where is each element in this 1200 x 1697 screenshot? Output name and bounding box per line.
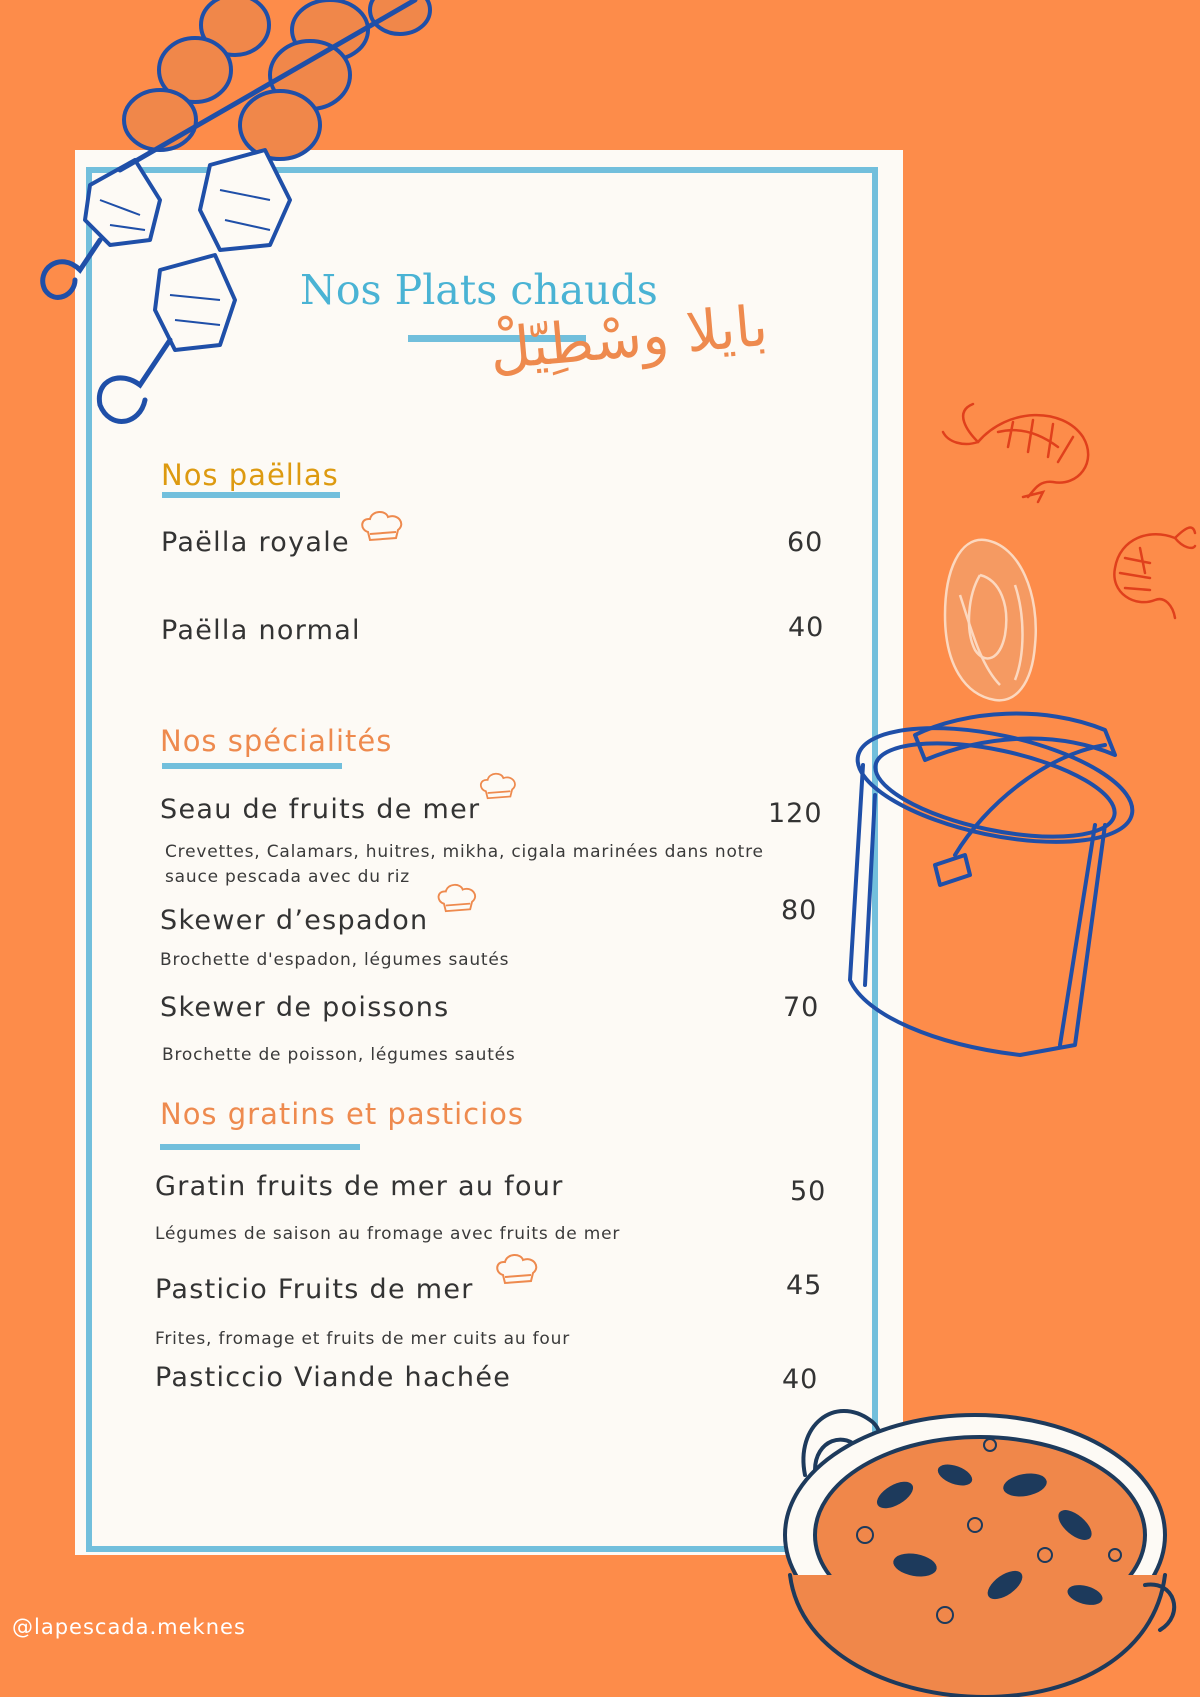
menu-item-name: Pasticcio Viande hachée [155,1362,512,1393]
menu-item-price: 45 [786,1270,823,1301]
section-title-specialites: Nos spécialités [160,724,393,758]
instagram-handle: @lapescada.meknes [12,1615,246,1639]
menu-item-price: 80 [781,895,818,926]
skewer-illustration [20,0,440,450]
chef-hat-icon [495,1253,541,1285]
menu-item-price: 40 [782,1364,819,1395]
menu-item-name: Gratin fruits de mer au four [155,1171,564,1202]
menu-item-price: 40 [788,612,825,643]
menu-item-name: Skewer de poissons [160,992,450,1023]
menu-item-price: 50 [790,1176,827,1207]
chef-hat-icon [478,772,520,800]
menu-item-name: Seau de fruits de mer [160,794,481,825]
menu-item-name: Paëlla normal [161,615,361,646]
menu-item-description: Brochette de poisson, légumes sautés [162,1045,516,1065]
menu-item-description: Crevettes, Calamars, huitres, mikha, cigala marinées dans notre sauce pescada avec du riz [165,842,764,887]
menu-item-price: 120 [768,798,823,829]
menu-item-name: Paëlla royale [161,527,350,558]
menu-item-description: Brochette d'espadon, légumes sautés [160,950,510,970]
section-underline [160,1144,360,1150]
section-title-gratins: Nos gratins et pasticios [160,1097,524,1131]
oyster-illustration [940,535,1040,705]
menu-item-name: Skewer d’espadon [160,905,429,936]
menu-item-price: 60 [787,527,824,558]
section-underline [162,492,340,498]
shrimp-illustration [968,402,1108,502]
menu-item-description: Frites, fromage et fruits de mer cuits au four [155,1329,570,1349]
menu-item-name: Pasticio Fruits de mer [155,1274,474,1305]
chef-hat-icon [436,883,480,913]
section-underline [162,763,342,769]
menu-item-price: 70 [783,992,820,1023]
bucket-illustration [845,715,1135,1060]
shrimp-illustration [1105,528,1195,623]
chef-hat-icon [360,510,406,542]
page-title: Nos Plats chauds [300,266,658,314]
menu-item-description: Légumes de saison au fromage avec fruits de mer [155,1224,621,1244]
arabic-subtitle: بايلا وسْطِيّلْ [487,293,771,383]
section-title-paellas: Nos paëllas [161,458,339,492]
paella-pan-illustration [775,1385,1175,1697]
